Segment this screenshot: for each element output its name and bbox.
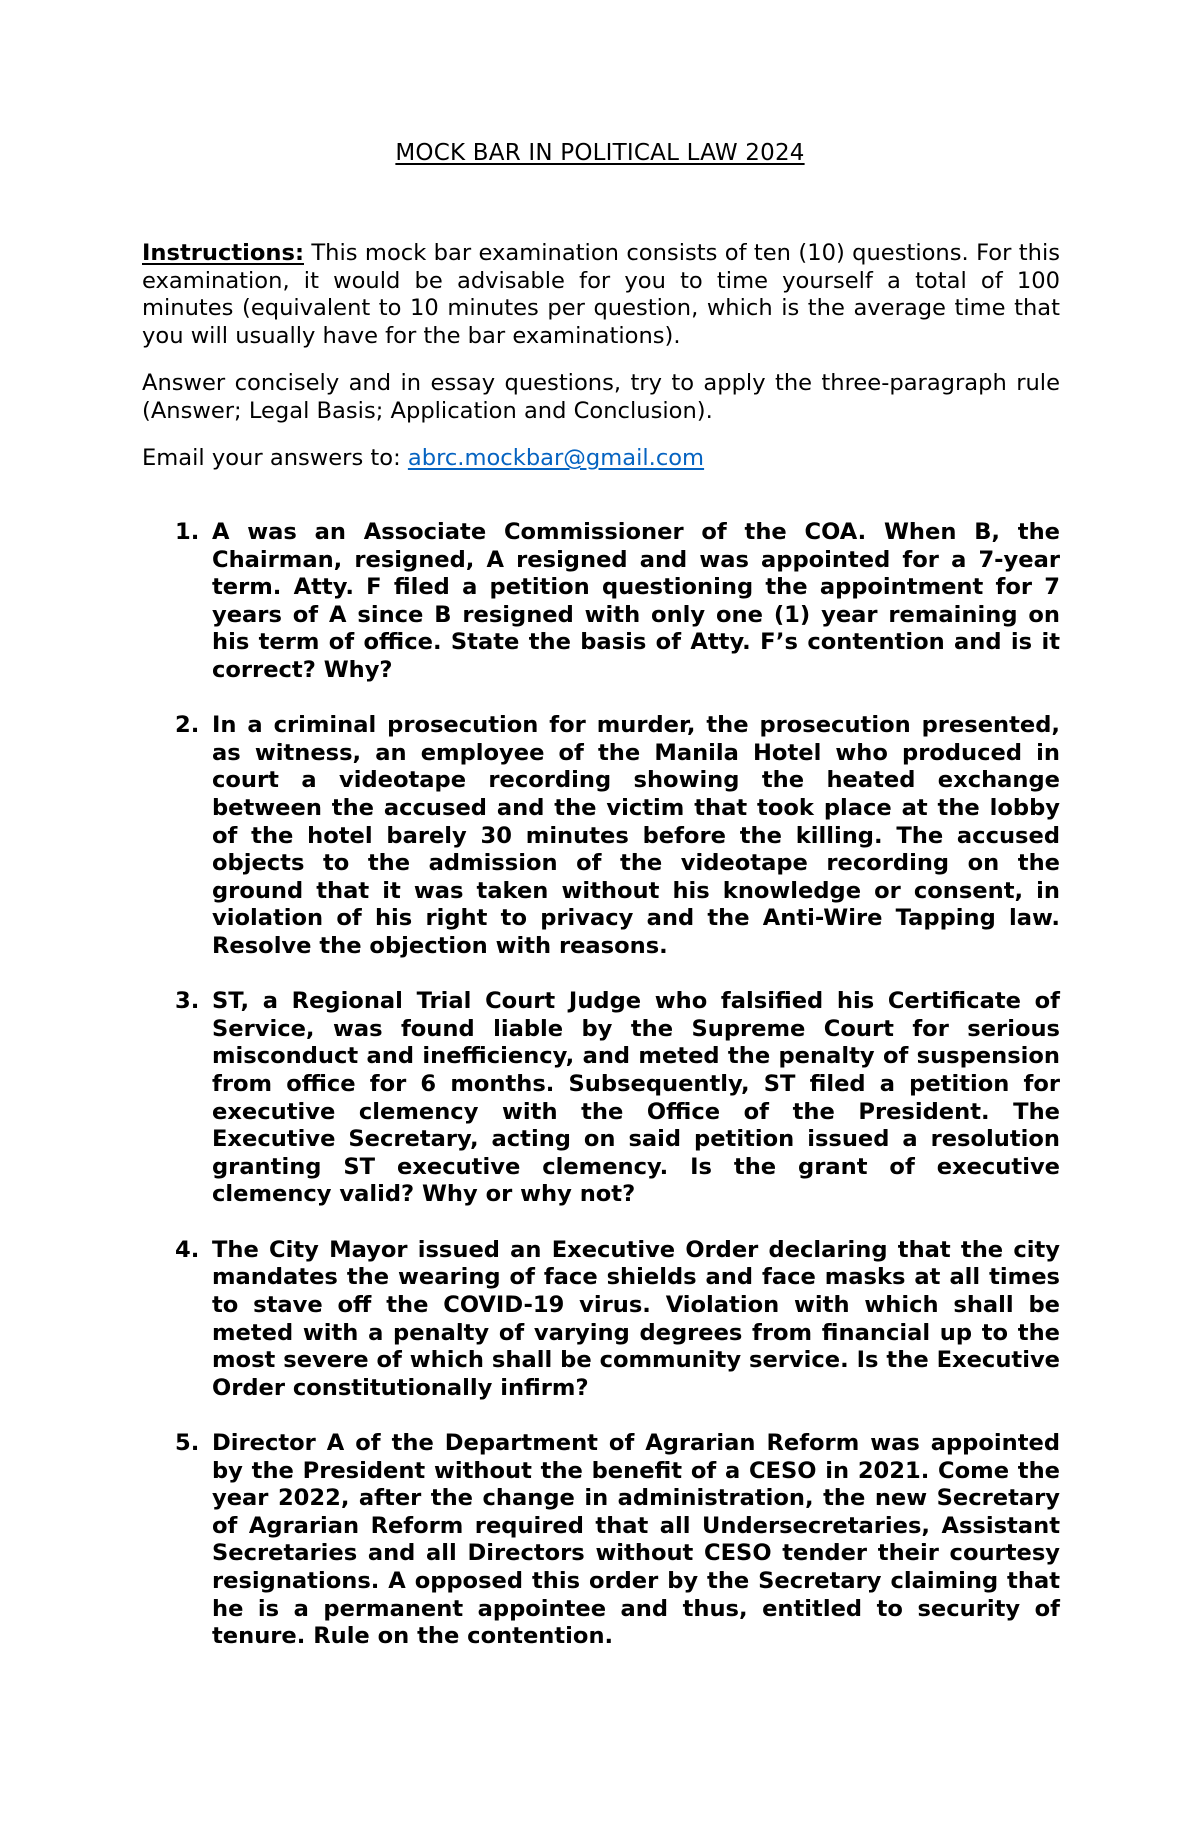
rule-paragraph: Answer concisely and in essay questions, try to apply the three-paragraph rule (Answer; Legal Basis; Application and Conclusion). <box>142 370 1060 424</box>
question-item <box>175 988 1060 1209</box>
question-item <box>175 1236 1060 1403</box>
question-item <box>175 519 1060 685</box>
question-text: The City Mayor issued an Executive Order declaring that the city mandates the wearing of face shields and face masks at all times to stave off the COVID-19 virus. Violation with which shall be meted with a penalty of varying degrees from financial up to the most severe of which shall be community service. Is the Executive Order constitutionally infirm? <box>212 1236 1060 1401</box>
instructions-text: This mock bar examination consists of ten (10) questions. For this examination, it would be advisable for you to time yourself a total of 100 minutes (equivalent to 10 minutes per question, which is the average time that you will usually have for the bar examinations). <box>142 240 1060 350</box>
email-prefix: Email your answers to: <box>142 445 408 471</box>
question-item <box>175 712 1060 960</box>
question-number: 4. <box>175 1236 200 1263</box>
question-text: ST, a Regional Trial Court Judge who falsified his Certificate of Service, was found liable by the Supreme Court for serious misconduct and inefficiency, and meted the penalty of suspension from office for 6 months. Subsequently, ST filed a petition for executive clemency with the Office of the President. The Executive Secretary, acting on said petition issued a resolution granting ST executive clemency. Is the grant of executive clemency valid? Why or why not? <box>212 988 1060 1208</box>
question-number: 3. <box>175 988 200 1015</box>
instructions-paragraph <box>142 240 1060 351</box>
question-number: 2. <box>175 712 200 739</box>
email-link[interactable]: abrc.mockbar@gmail.com <box>407 445 705 471</box>
document-title: MOCK BAR IN POLITICAL LAW 2024 <box>395 140 805 166</box>
question-text: Director A of the Department of Agrarian Reform was appointed by the President without the benefit of a CESO in 2021. Come the year 2022, after the change in administration, the new Secretary of Agrarian Reform required that all Undersecretaries, Assistant Secretaries and all Directors without CESO tender their courtesy resignations. A opposed this order by the Secretary claiming that he is a permanent appointee and thus, entitled to security of tenure. Rule on the contention. <box>212 1429 1060 1650</box>
question-number: 5. <box>175 1429 200 1456</box>
instructions-label: Instructions: <box>142 240 304 266</box>
email-paragraph <box>142 445 1060 473</box>
question-text: A was an Associate Commissioner of the COA. When B, the Chairman, resigned, A resigned and was appointed for a 7-year term. Atty. F filed a petition questioning the appointment for 7 years of A since B resigned with only one (1) year remaining on his term of office. State the basis of Atty. F’s contention and is it correct? Why? <box>212 519 1060 683</box>
question-text: In a criminal prosecution for murder, the prosecution presented, as witness, an employee of the Manila Hotel who produced in court a videotape recording showing the heated exchange between the accused and the victim that took place at the lobby of the hotel barely 30 minutes before the killing. The accused objects to the admission of the videotape recording on the ground that it was taken without his knowledge or consent, in violation of his right to privacy and the Anti-Wire Tapping law. Resolve the objection with reasons. <box>212 712 1060 959</box>
question-list <box>0 519 1200 1678</box>
question-item <box>175 1429 1060 1651</box>
question-number: 1. <box>175 519 200 545</box>
